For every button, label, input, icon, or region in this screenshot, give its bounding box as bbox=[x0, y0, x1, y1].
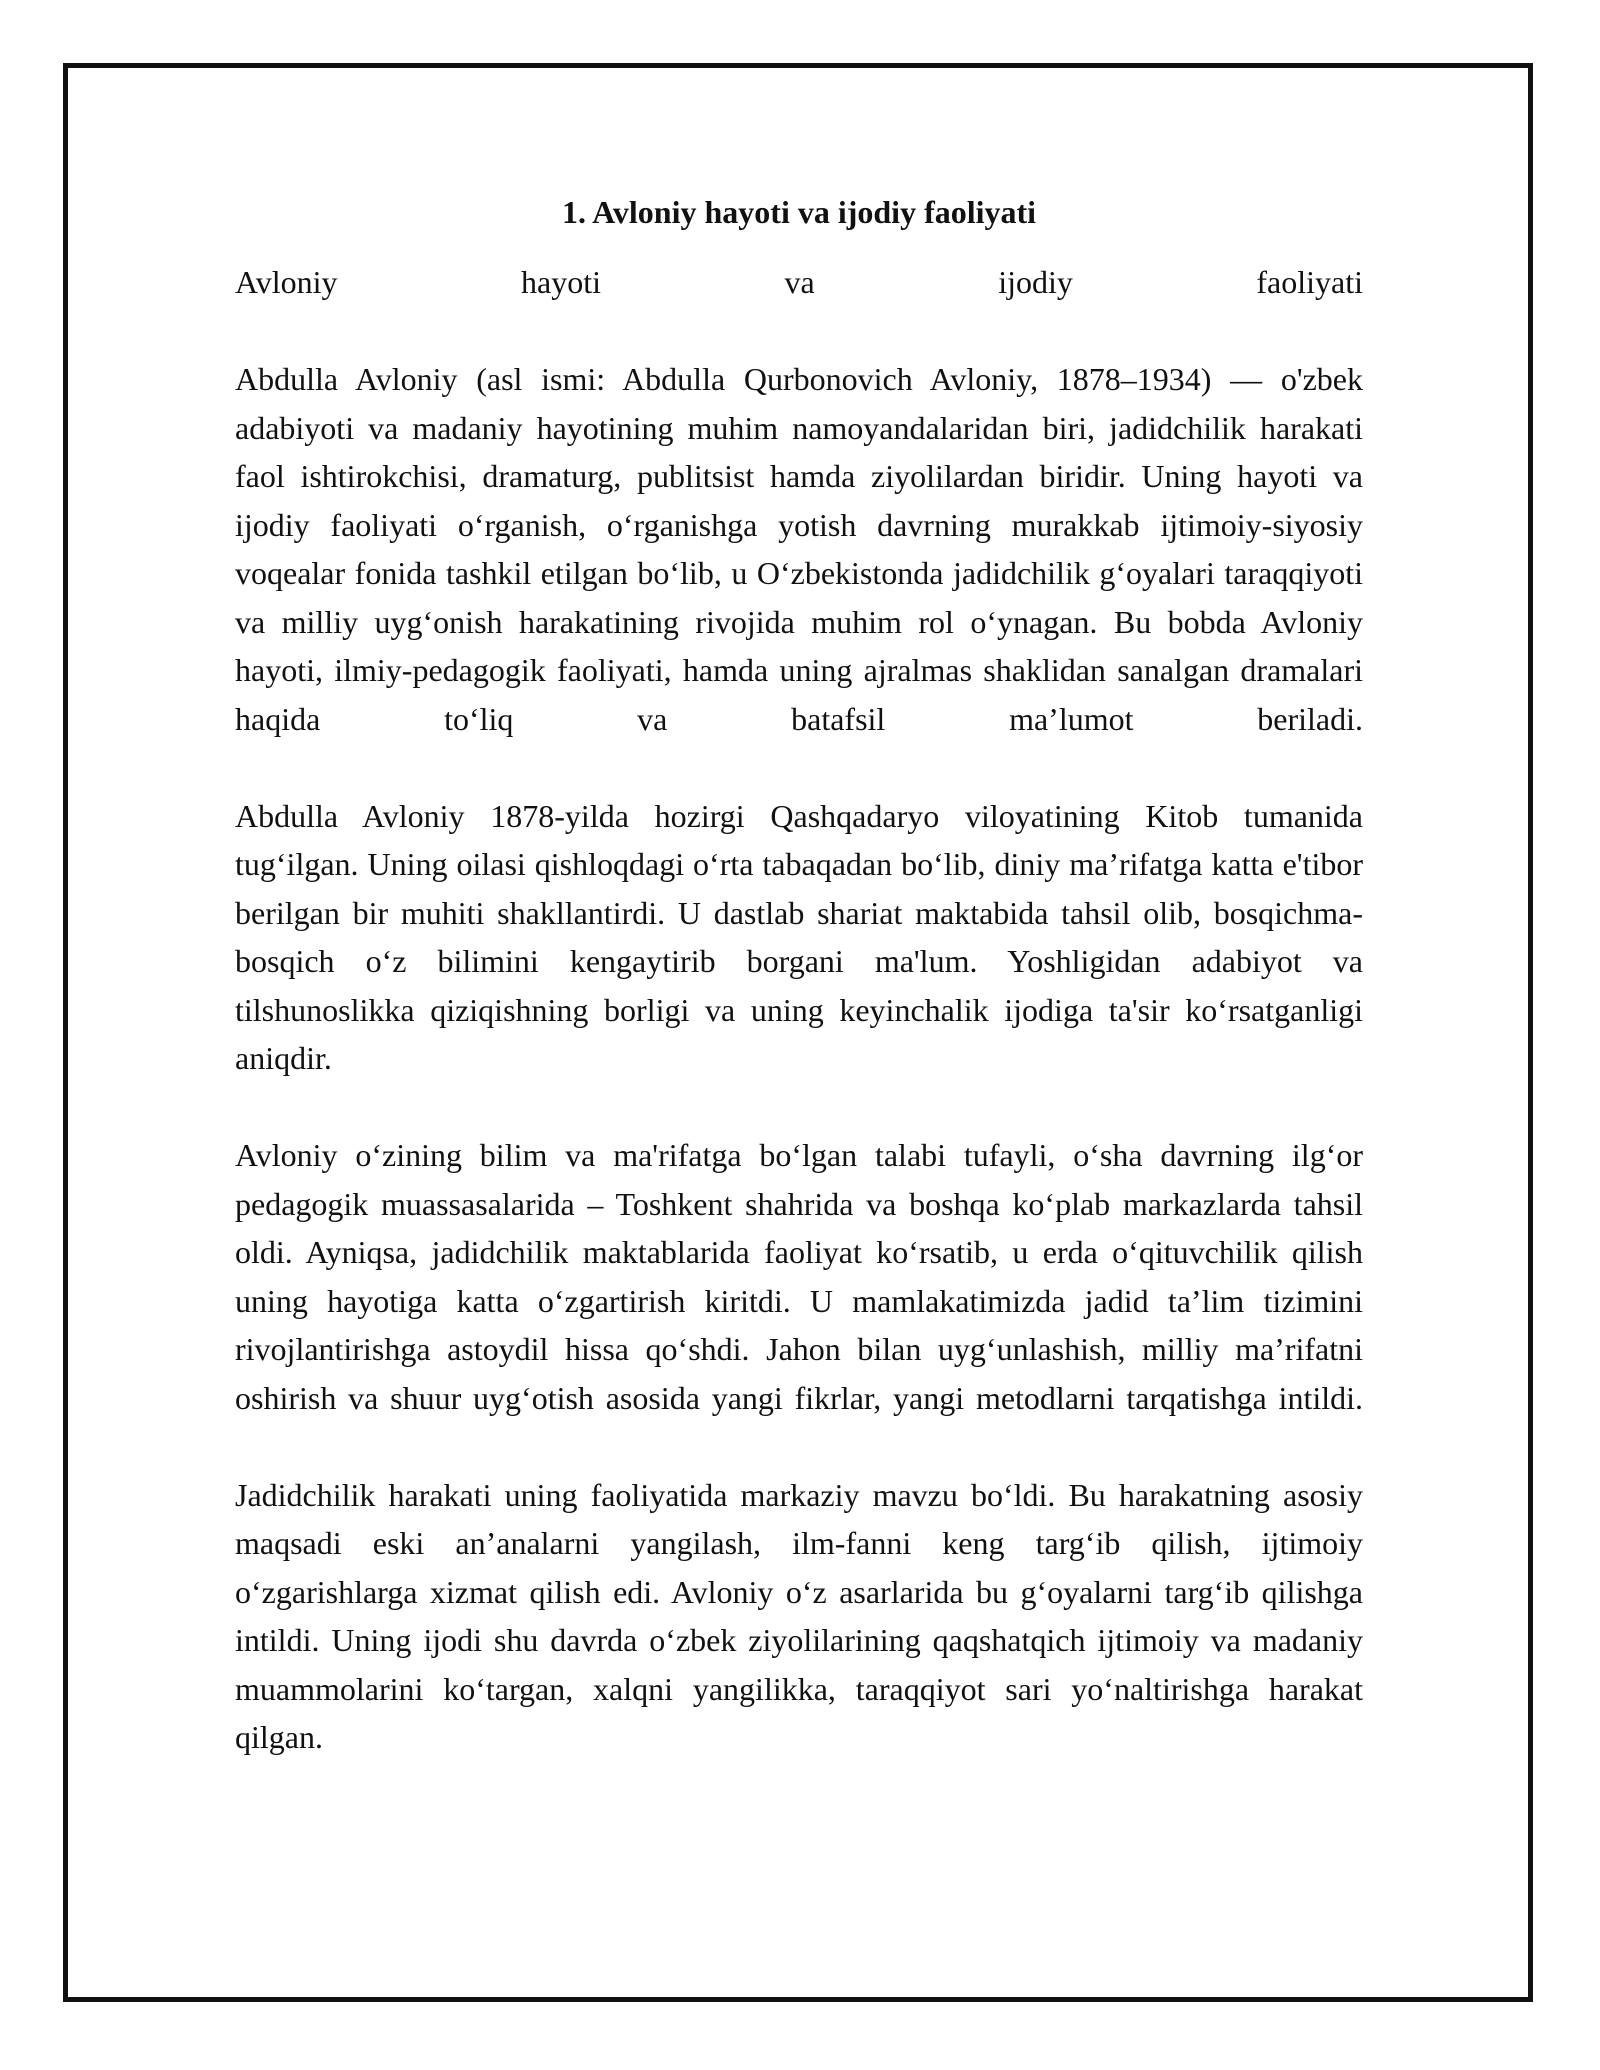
section-title: 1. Avloniy hayoti va ijodiy faoliyati bbox=[561, 194, 1037, 230]
paragraph-jadidism: Jadidchilik harakati uning faoliyatida markaziy mavzu boʻldi. Bu harakatning asosiy maqsadi eski anʼanalarni yangilash, ilm-fanni keng targʻib qilish, ijtimoiy oʻzgarishlarga xizmat qilish edi. Avloniy oʻz asarlarida bu gʻoyalarni targʻib qilishga intildi. Uning ijodi shu davrda oʻzbek ziyolilarining qaqshatqich ijtimoiy va madaniy muammolarini koʻtargan, xalqni yangilikka, taraqqiyot sari yoʻnaltirishga harakat qilgan. bbox=[235, 1476, 1363, 1755]
paragraph-birth: Abdulla Avloniy 1878-yilda hozirgi Qashqadaryo viloyatining Kitob tumanida tugʻilgan. Uning oilasi qishloqdagi oʻrta tabaqadan boʻlib, diniy maʼrifatga katta e'tibor berilgan bir muhiti shakllantirdi. U dastlab shariat maktabida tahsil olib, bosqichma-bosqich oʻz bilimini kengaytirib borgani ma'lum. Yoshligidan adabiyot va tilshunoslikka qiziqishning borligi va uning keyinchalik ijodiga ta'sir koʻrsatganligi aniqdir. bbox=[235, 797, 1363, 1076]
paragraph-intro: Abdulla Avloniy (asl ismi: Abdulla Qurbonovich Avloniy, 1878–1934) — o'zbek adabiyoti va madaniy hayotining muhim namoyandalaridan biri, jadidchilik harakati faol ishtirokchisi, dramaturg, publitsist hamda ziyolilardan biridir. Uning hayoti va ijodiy faoliyati oʻrganish, oʻrganishga yotish davrning murakkab ijtimoiy-siyosiy voqealar fonida tashkil etilgan boʻlib, u Oʻzbekistonda jadidchilik gʻoyalari taraqqiyoti va milliy uygʻonish harakatining rivojida muhim rol oʻynagan. Bu bobda Avloniy hayoti, ilmiy-pedagogik faoliyati, hamda uning ajralmas shaklidan sanalgan dramalari haqida toʻliq va batafsil maʼlumot beriladi. bbox=[235, 361, 1363, 737]
subtitle-paragraph: Avloniy hayoti va ijodiy faoliyati bbox=[235, 264, 1363, 300]
document-body bbox=[235, 188, 1363, 1810]
paragraph-education: Avloniy oʻzining bilim va ma'rifatga boʻlgan talabi tufayli, oʻsha davrning ilgʻor pedagogik muassasalarida – Toshkent shahrida va boshqa koʻplab markazlarda tahsil oldi. Ayniqsa, jadidchilik maktablarida faoliyat koʻrsatib, u erda oʻqituvchilik qilish uning hayotiga katta oʻzgartirish kiritdi. U mamlakatimizda jadid taʼlim tizimini rivojlantirishga astoydil hissa qoʻshdi. Jahon bilan uygʻunlashish, milliy maʼrifatni oshirish va shuur uygʻotish asosida yangi fikrlar, yangi metodlarni tarqatishga intildi. bbox=[235, 1137, 1363, 1416]
